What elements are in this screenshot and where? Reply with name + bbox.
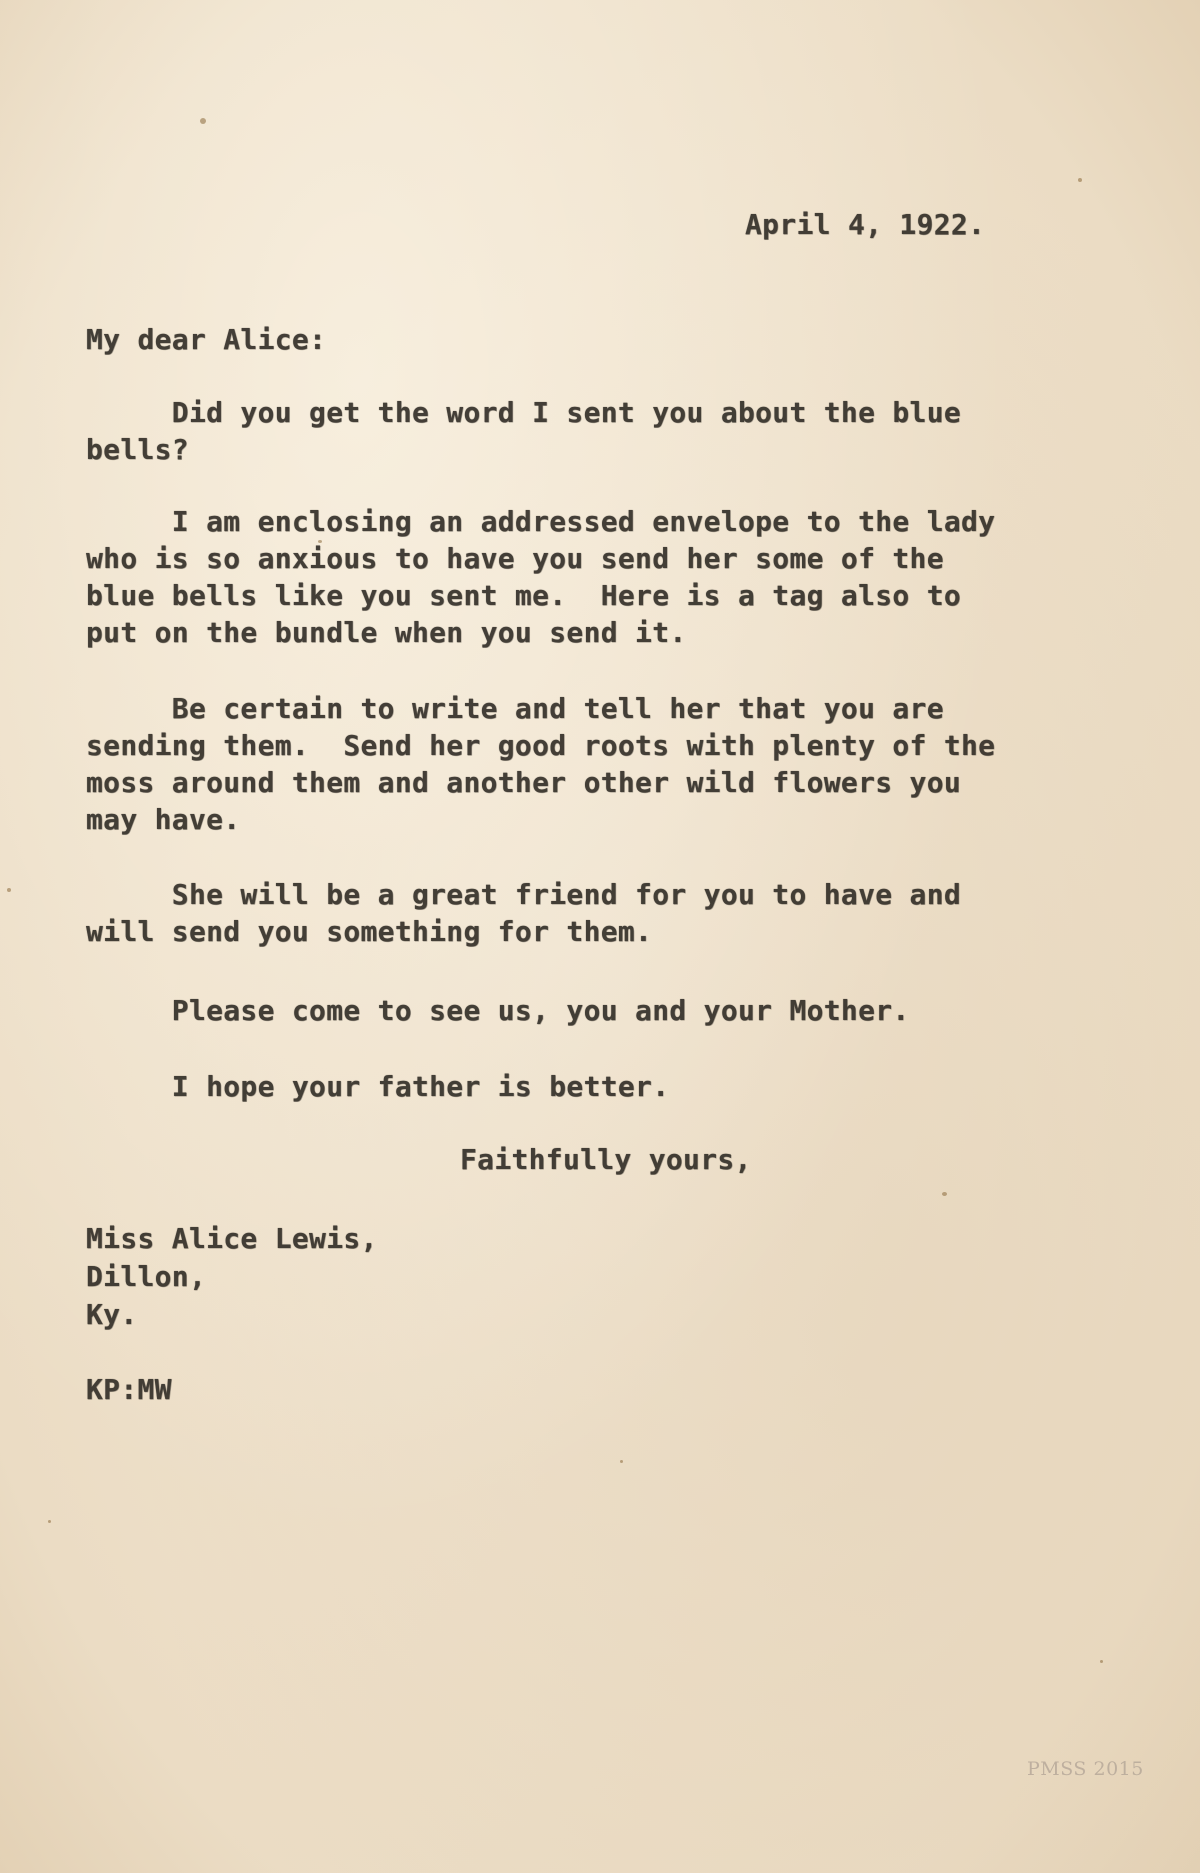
letter-date: April 4, 1922. [745, 208, 986, 241]
paper-fleck [200, 118, 206, 124]
paper-fleck [1078, 178, 1082, 182]
recipient-name-line: Miss Alice Lewis, [86, 1222, 378, 1255]
archive-watermark: PMSS 2015 [1027, 1758, 1144, 1780]
letter-closing: Faithfully yours, [460, 1143, 752, 1176]
reference-initials: KP:MW [86, 1373, 172, 1406]
letter-paragraph-5: Please come to see us, you and your Mother. [86, 994, 910, 1027]
paper-fleck [620, 1460, 623, 1463]
paper-fleck [48, 1520, 51, 1523]
letter-paragraph-4: She will be a great friend for you to have and will send you something for them. [86, 878, 962, 948]
letter-paragraph-3: Be certain to write and tell her that you are sending them. Send her good roots with plenty of the moss around them and another other wild flowers you may have. [86, 692, 996, 836]
recipient-city-line: Dillon, [86, 1260, 207, 1293]
recipient-state-line: Ky. [86, 1298, 138, 1331]
letter-paragraph-6: I hope your father is better. [86, 1070, 670, 1103]
letter-salutation: My dear Alice: [86, 323, 327, 356]
letter-paragraph-2: I am enclosing an addressed envelope to the lady who is so anxious to have you send her some of the blue bells like you sent me. Here is a tag also to put on the bundle when you send it. [86, 505, 996, 649]
paper-fleck [942, 1192, 947, 1196]
letter-paragraph-1: Did you get the word I sent you about the blue bells? [86, 396, 962, 466]
paper-fleck [7, 888, 11, 892]
paper-fleck [1100, 1660, 1103, 1663]
